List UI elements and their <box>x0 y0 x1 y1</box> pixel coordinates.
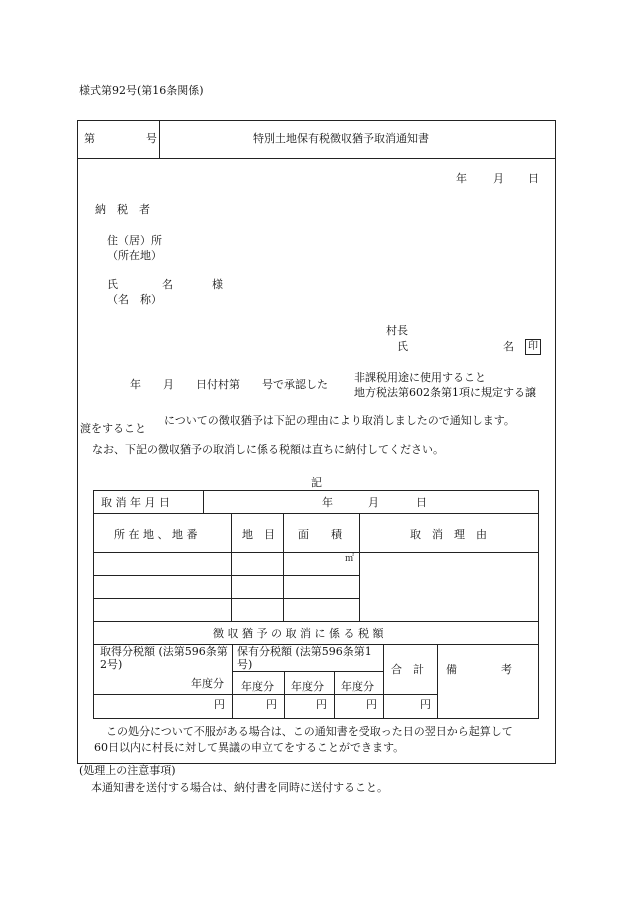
reason-option-1: 非課税用途に使用すること <box>354 371 486 384</box>
holding-fiscal-year-3: 年度分 <box>341 680 374 693</box>
address-sub-label: （所在地） <box>107 249 162 262</box>
reason-option-2: 地方税法第602条第1項に規定する譲 <box>354 386 536 399</box>
header-divider <box>77 158 556 159</box>
notice-number-suffix: 号 <box>146 132 157 145</box>
tax-amount-header: 徴 収 猶 予 の 取 消 に 係 る 税 額 <box>213 627 384 640</box>
form-number-label: 様式第92号(第16条関係) <box>79 84 204 97</box>
yen-holding-1: 円 <box>266 698 277 711</box>
issuer-name-mei: 名 <box>503 340 514 353</box>
document-title: 特別土地保有税徴収猶予取消通知書 <box>253 132 429 145</box>
cancel-date-month: 月 <box>368 496 379 509</box>
reason-option-2-continued: 渡をすること <box>80 422 146 435</box>
acquisition-fiscal-year: 年度分 <box>191 677 224 690</box>
appeal-notice-line-2: 60日以内に村長に対して異議の申立てをすることができます。 <box>94 741 405 754</box>
yen-total: 円 <box>420 698 431 711</box>
approval-reference: 年 月 日付村第 号で承認した <box>130 378 328 391</box>
reason-column-header: 取 消 理 由 <box>410 528 487 541</box>
processing-notes-title: (処理上の注意事項) <box>79 764 176 777</box>
holding-fiscal-year-2: 年度分 <box>291 680 324 693</box>
processing-notes-text: 本通知書を送付する場合は、納付書を同時に送付すること。 <box>91 781 388 794</box>
location-column-header: 所 在 地 、 地 番 <box>114 528 198 541</box>
cancel-date-year: 年 <box>322 496 333 509</box>
table-row <box>93 598 359 599</box>
issue-date-month: 月 <box>493 172 504 185</box>
total-label: 合 計 <box>391 663 424 676</box>
taxpayer-label: 納 税 者 <box>95 203 150 216</box>
holding-tax-label: 保有分税額 (法第596条第1号) <box>237 645 372 671</box>
issue-date-day: 日 <box>528 172 539 185</box>
notice-number-prefix: 第 <box>84 132 95 145</box>
name-label: 氏 名 <box>107 278 173 291</box>
address-label: 住（居）所 <box>107 234 162 247</box>
name-sub-label: （名 称） <box>107 293 162 306</box>
holding-fiscal-year-1: 年度分 <box>241 680 274 693</box>
yen-holding-3: 円 <box>366 698 377 711</box>
remarks-label: 備 考 <box>446 663 512 676</box>
issuer-title: 村長 <box>386 324 408 337</box>
table-row <box>93 575 359 576</box>
yen-holding-2: 円 <box>316 698 327 711</box>
cancel-date-day: 日 <box>416 496 427 509</box>
header-number-divider <box>159 120 160 158</box>
acquisition-tax-label: 取得分税額 (法第596条第2号) <box>100 645 228 671</box>
ki-heading: 記 <box>311 476 322 489</box>
cancel-date-label: 取 消 年 月 日 <box>101 496 170 509</box>
honorific-sama: 様 <box>212 278 223 291</box>
area-unit: ㎡ <box>345 554 355 564</box>
cancellation-notice: についての徴収猶予は下記の理由により取消しましたので通知します。 <box>164 414 515 427</box>
area-column-header: 面 積 <box>298 528 342 541</box>
issue-date-year: 年 <box>456 172 467 185</box>
payment-instruction: なお、下記の徴収猶予の取消しに係る税額は直ちに納付してください。 <box>92 443 444 456</box>
category-column-header: 地 目 <box>242 528 275 541</box>
yen-acquisition: 円 <box>214 698 225 711</box>
appeal-notice-line-1: この処分について不服がある場合は、この通知書を受取った日の翌日から起算して <box>106 725 513 738</box>
issuer-name-shi: 氏 <box>397 340 408 353</box>
seal-mark: 印 <box>525 339 541 355</box>
